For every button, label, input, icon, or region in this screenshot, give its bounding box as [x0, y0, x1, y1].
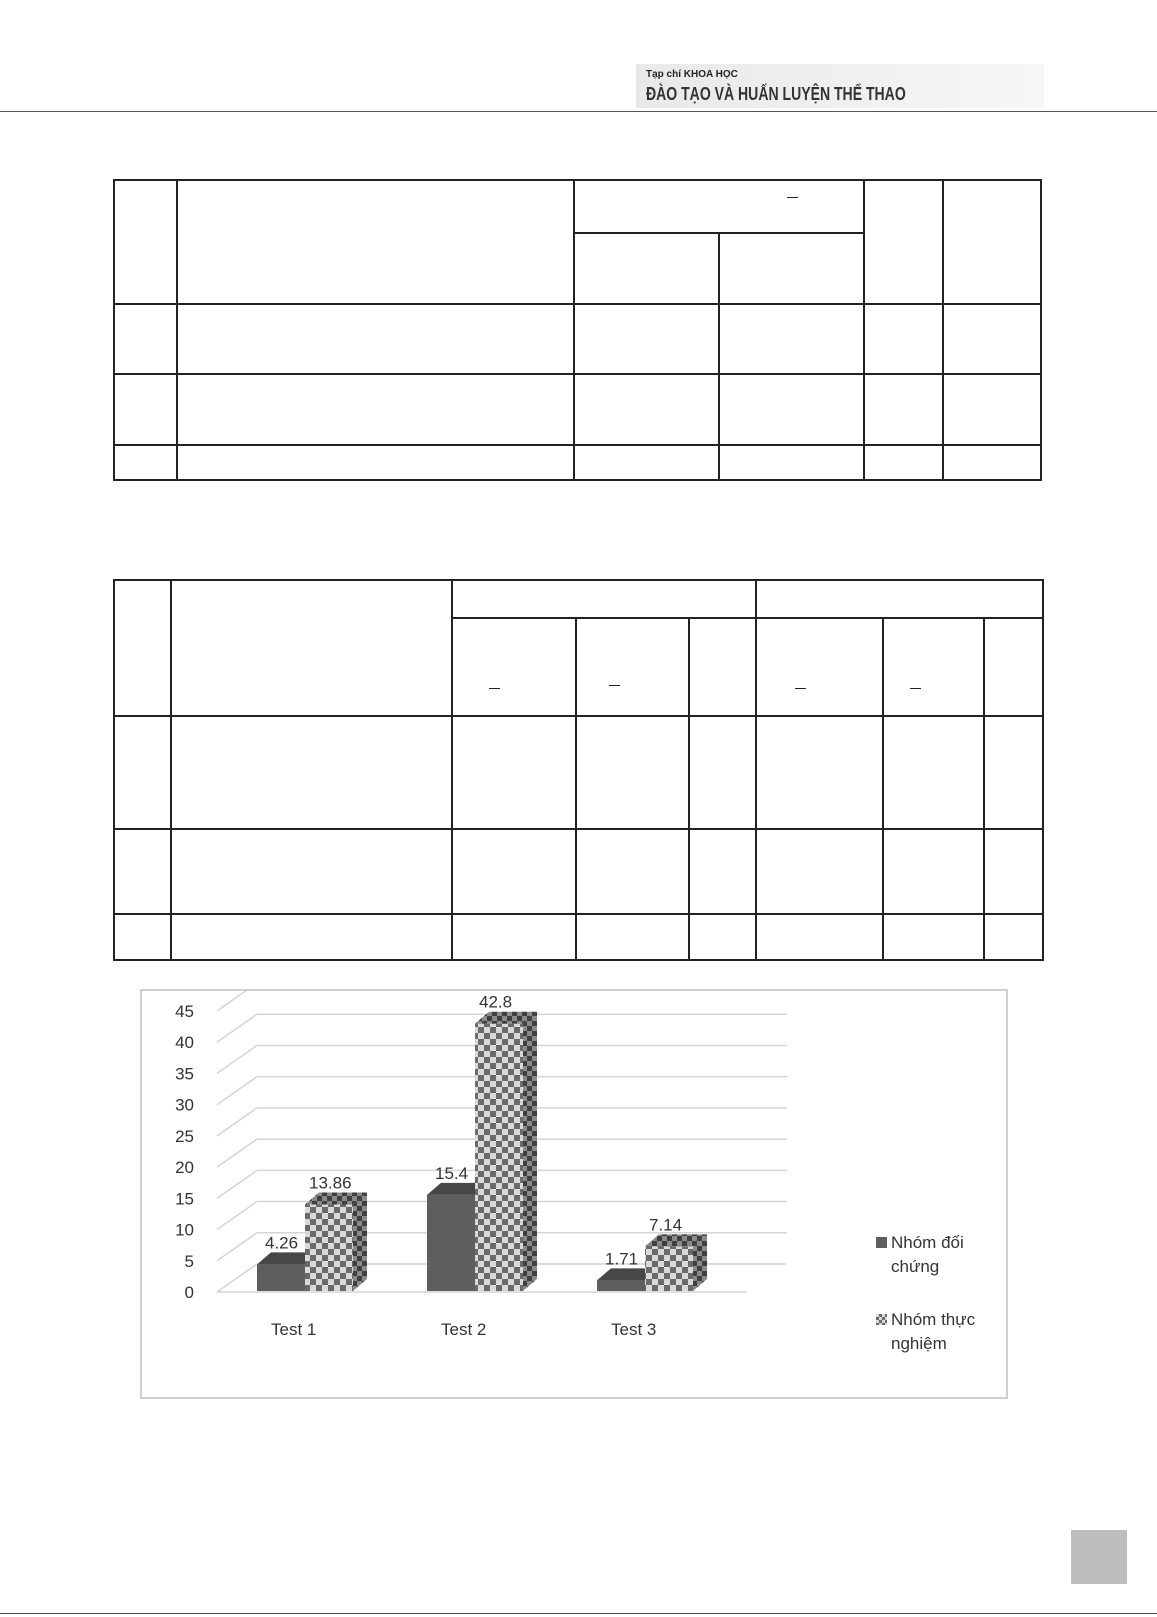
header-rule — [0, 111, 1157, 112]
table-cell — [452, 829, 576, 914]
mean-bar-mark — [489, 688, 500, 689]
page-number-box — [1071, 1530, 1127, 1584]
footer-rule — [0, 1613, 1157, 1614]
table-cell — [177, 180, 574, 304]
table-cell — [452, 914, 576, 960]
table-cell — [114, 580, 171, 716]
table-cell — [171, 580, 452, 716]
table-cell — [114, 445, 177, 480]
table-cell — [756, 914, 884, 960]
table-cell — [171, 716, 452, 829]
legend-swatch-control — [876, 1237, 887, 1248]
table-cell — [756, 580, 1043, 618]
table-cell — [883, 716, 984, 829]
data-label: 1.71 — [605, 1249, 639, 1269]
table-cell — [883, 914, 984, 960]
data-label: 7.14 — [649, 1215, 683, 1235]
bar-experimental-side — [353, 1192, 367, 1291]
table-cell — [177, 445, 574, 480]
table-cell — [864, 445, 943, 480]
table-row — [114, 914, 1043, 960]
table-cell — [114, 374, 177, 445]
table-row — [114, 304, 1041, 374]
bar-control-front — [427, 1195, 475, 1291]
table-cell — [574, 374, 719, 445]
table-2 — [113, 579, 1044, 961]
table-cell — [452, 580, 755, 618]
table-cell — [114, 829, 171, 914]
table-cell — [864, 180, 943, 304]
bar-experimental-side — [523, 1012, 537, 1291]
legend-swatch-experimental — [876, 1314, 887, 1325]
mean-bar-mark — [787, 197, 798, 198]
x-category-label: Test 1 — [271, 1320, 317, 1339]
table-cell — [452, 618, 576, 716]
gridline-depth — [217, 1108, 257, 1136]
table-cell — [114, 180, 177, 304]
table-cell — [574, 445, 719, 480]
y-tick-label: 10 — [175, 1220, 194, 1240]
data-label: 13.86 — [309, 1173, 352, 1193]
gridline-depth — [217, 1139, 257, 1167]
gridline-depth — [217, 1045, 257, 1073]
legend-label-control-1: Nhóm đối — [891, 1233, 964, 1252]
bar-control-front — [597, 1280, 645, 1291]
y-tick-label: 35 — [175, 1064, 194, 1084]
table-row — [114, 829, 1043, 914]
table-cell — [574, 233, 719, 304]
mean-bar-mark — [795, 688, 806, 689]
table-cell — [574, 180, 864, 233]
data-label: 42.8 — [479, 992, 513, 1012]
table-cell — [576, 618, 689, 716]
gridline-depth — [217, 1264, 257, 1292]
table-1 — [113, 179, 1042, 481]
y-tick-label: 15 — [175, 1189, 194, 1209]
legend-item-experimental — [876, 1308, 996, 1356]
gridline-depth — [217, 1014, 257, 1042]
table-cell — [114, 914, 171, 960]
data-label: 15.4 — [435, 1163, 469, 1183]
table-cell — [719, 233, 865, 304]
table-cell — [719, 374, 865, 445]
table-cell — [171, 914, 452, 960]
table-row — [114, 180, 1041, 233]
y-tick-label: 20 — [175, 1158, 194, 1178]
y-tick-label: 25 — [175, 1126, 194, 1146]
table-cell — [719, 445, 865, 480]
table-cell — [756, 716, 884, 829]
table-cell — [114, 716, 171, 829]
bar-experimental-front — [645, 1246, 693, 1291]
mean-bar-mark — [910, 688, 921, 689]
table-cell — [883, 618, 984, 716]
table-cell — [864, 374, 943, 445]
table-cell — [984, 618, 1043, 716]
bar-chart — [140, 989, 1008, 1399]
table-cell — [452, 716, 576, 829]
y-tick-label: 30 — [175, 1095, 194, 1115]
mean-bar-mark — [609, 685, 620, 686]
gridline-depth — [217, 1233, 257, 1261]
table-cell — [756, 618, 884, 716]
gridline-depth — [217, 991, 257, 1011]
table-row — [114, 445, 1041, 480]
table-cell — [984, 716, 1043, 829]
table-cell — [576, 716, 689, 829]
table-cell — [177, 304, 574, 374]
table-cell — [689, 716, 756, 829]
table-cell — [171, 829, 452, 914]
table-cell — [864, 304, 943, 374]
table-cell — [689, 618, 756, 716]
journal-name-small: Tạp chí KHOA HỌC — [646, 69, 738, 80]
table-cell — [883, 829, 984, 914]
table-cell — [984, 914, 1043, 960]
table-cell — [943, 374, 1041, 445]
table-row — [114, 716, 1043, 829]
y-tick-label: 40 — [175, 1033, 194, 1053]
legend-item-control — [876, 1231, 996, 1279]
table-cell — [574, 304, 719, 374]
legend-label-experimental-1: Nhóm thực — [891, 1310, 976, 1329]
data-label: 4.26 — [265, 1233, 299, 1253]
journal-logo — [636, 64, 1044, 108]
bar-experimental-front — [305, 1204, 353, 1291]
table-cell — [576, 829, 689, 914]
journal-name-large: ĐÀO TẠO VÀ HUẤN LUYỆN THỂ THAO — [646, 84, 906, 104]
gridline-depth — [217, 1077, 257, 1105]
table-cell — [943, 445, 1041, 480]
bar-experimental-front — [475, 1024, 523, 1291]
table-cell — [756, 829, 884, 914]
gridline-depth — [217, 1202, 257, 1230]
y-tick-label: 45 — [175, 1002, 194, 1021]
y-tick-label: 5 — [184, 1251, 194, 1271]
table-cell — [943, 180, 1041, 304]
bar-control-front — [257, 1264, 305, 1291]
table-cell — [576, 914, 689, 960]
x-category-label: Test 2 — [441, 1320, 487, 1339]
table-cell — [943, 304, 1041, 374]
y-tick-label: 0 — [184, 1283, 194, 1302]
legend-label-experimental-2: nghiệm — [891, 1334, 947, 1353]
table-cell — [689, 914, 756, 960]
table-cell — [689, 829, 756, 914]
table-cell — [114, 304, 177, 374]
table-cell — [719, 304, 865, 374]
x-category-label: Test 3 — [611, 1320, 657, 1339]
table-cell — [984, 829, 1043, 914]
gridline-depth — [217, 1170, 257, 1198]
legend-label-control-2: chứng — [891, 1257, 940, 1276]
table-row — [114, 580, 1043, 618]
table-cell — [177, 374, 574, 445]
table-row — [114, 374, 1041, 445]
